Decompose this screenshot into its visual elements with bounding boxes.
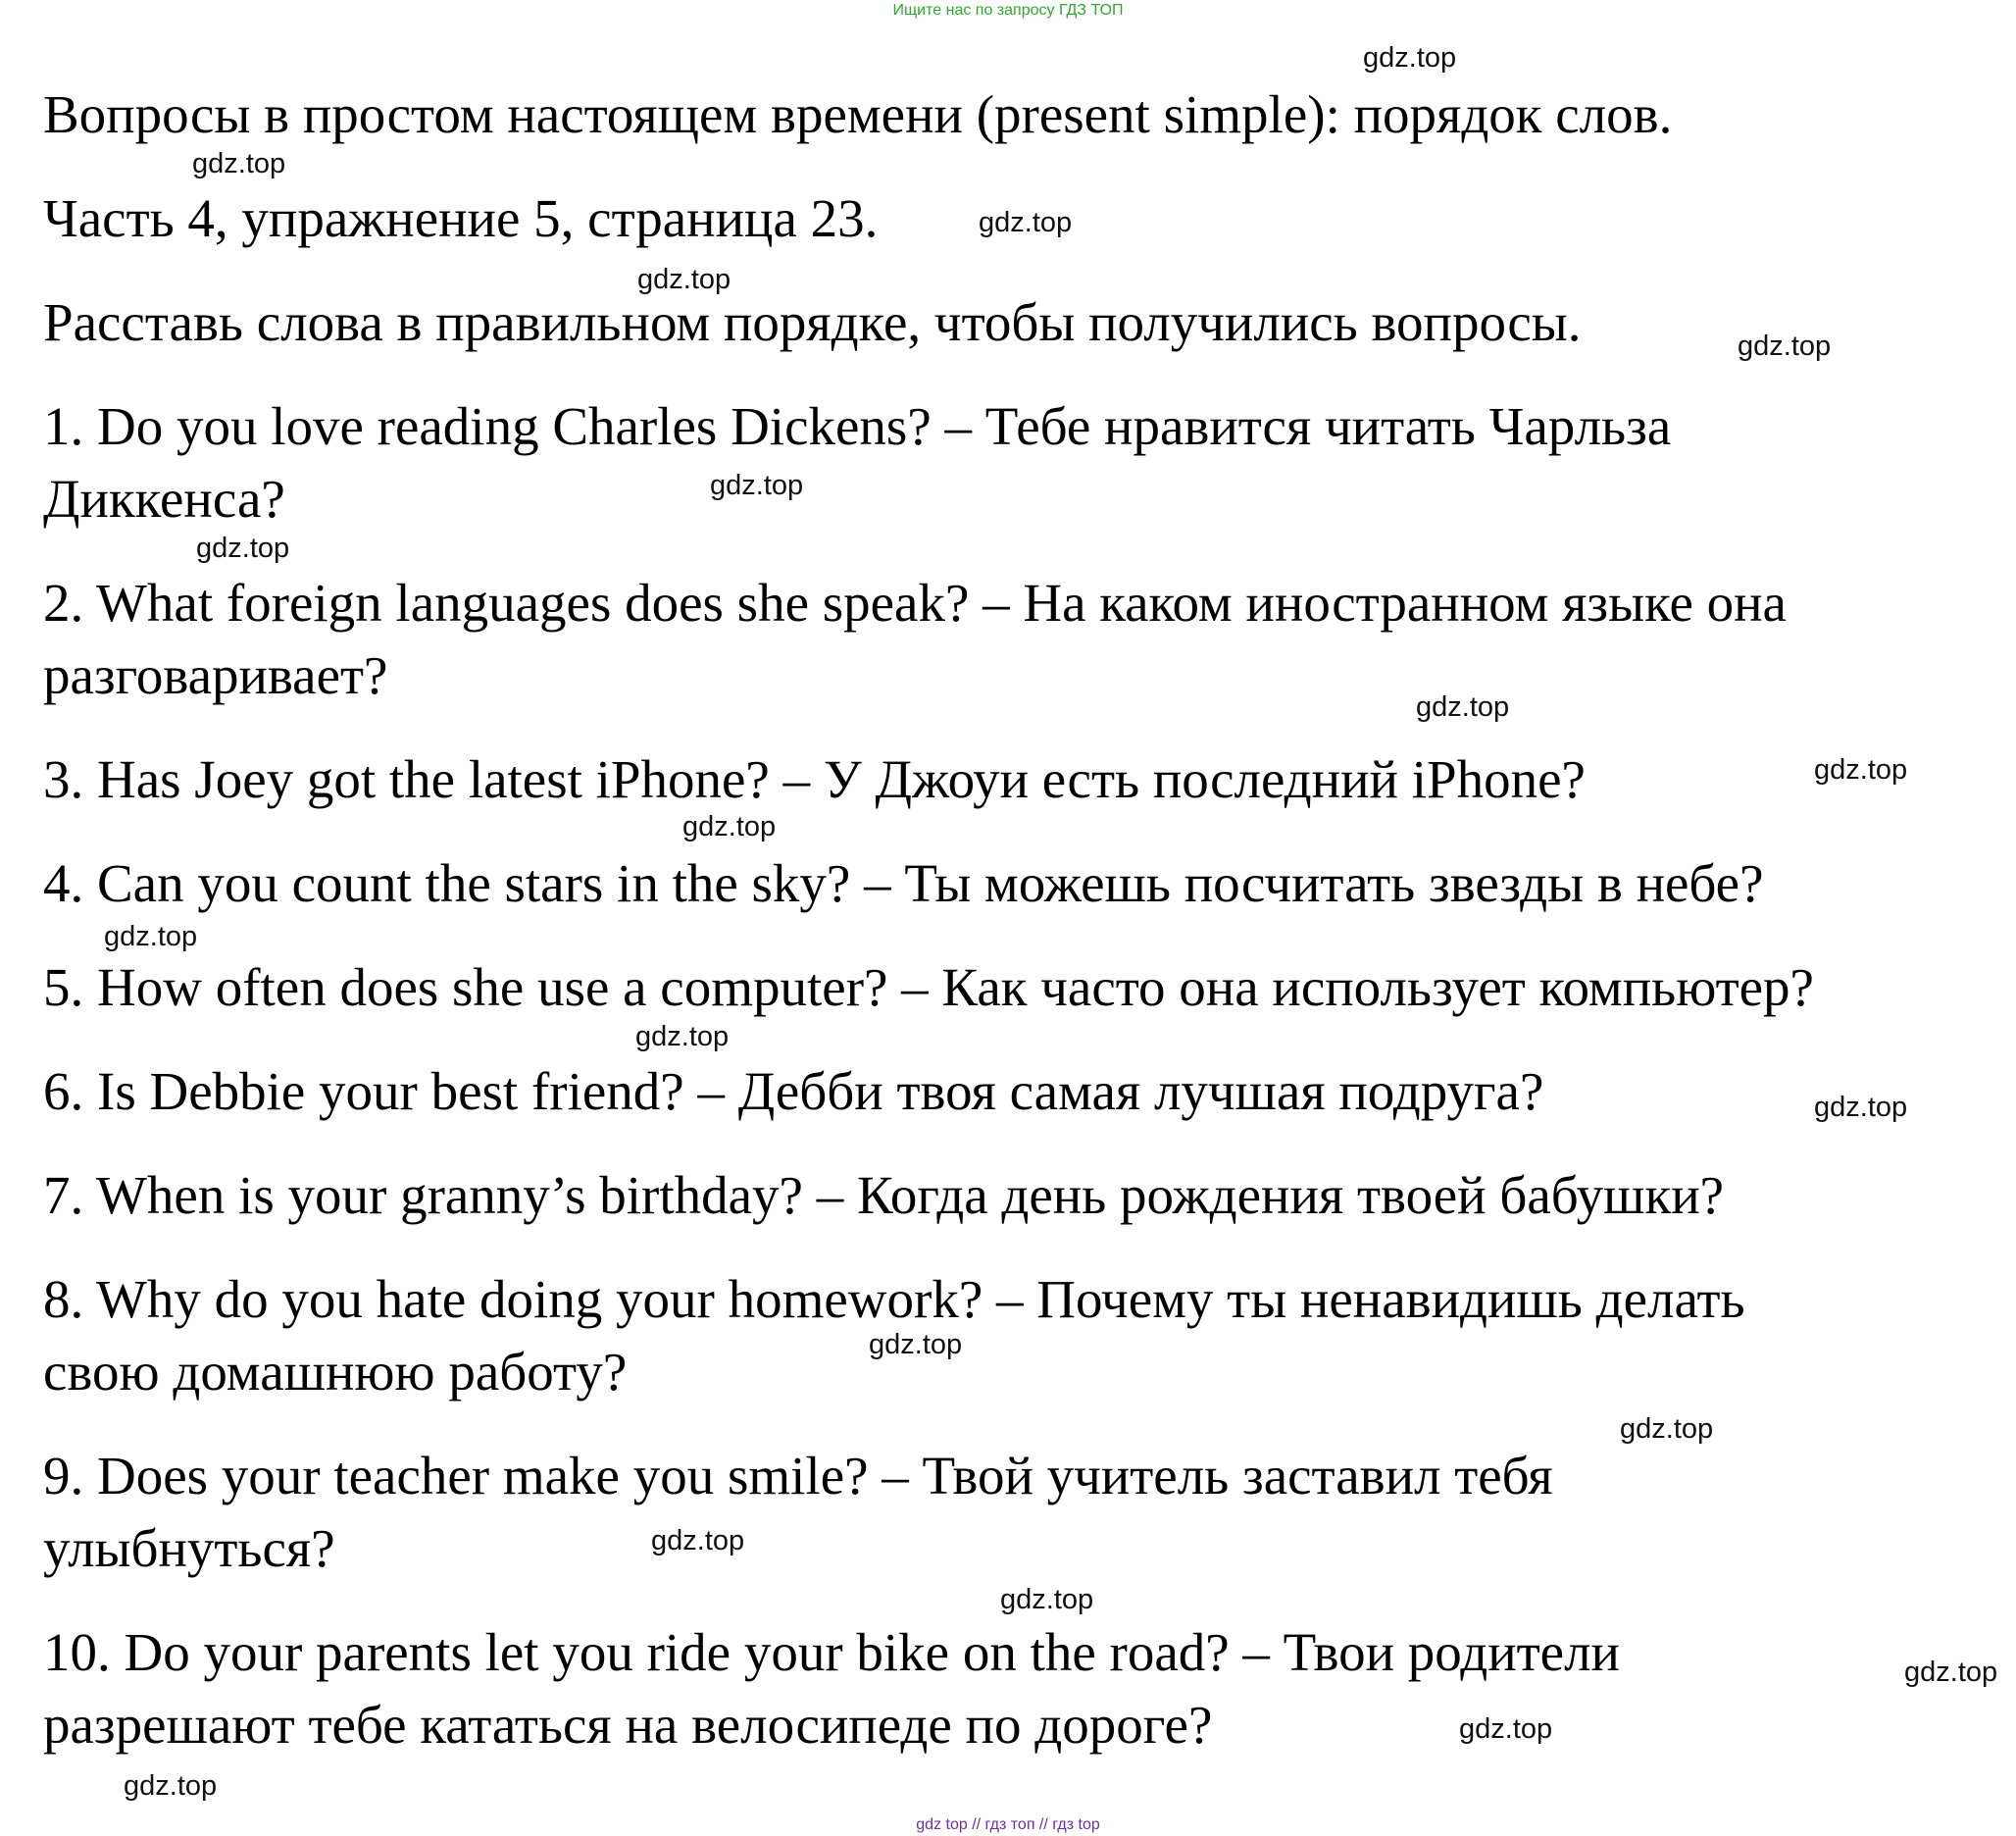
watermark: gdz.top — [1459, 1713, 1553, 1745]
answer-6: 6. Is Debbie your best friend? – Дебби твоя самая лучшая подруга? — [43, 1061, 1544, 1121]
answer-4: 4. Can you count the stars in the sky? – Ты можешь посчитать звезды в небе? — [43, 853, 1764, 913]
answer-7: 7. When is your granny’s birthday? – Когда день рождения твоей бабушки? — [43, 1165, 1725, 1225]
answer-1-line-2: Диккенса? — [43, 469, 285, 529]
answer-9-line-2: улыбнуться? — [43, 1518, 335, 1578]
answer-1-line-1: 1. Do you love reading Charles Dickens? – Тебе нравится читать Чарльза — [43, 396, 1672, 456]
answer-8-line-1: 8. Why do you hate doing your homework? – Почему ты ненавидишь делать — [43, 1269, 1745, 1329]
watermark: gdz.top — [1904, 1657, 1998, 1688]
watermark: gdz.top — [104, 921, 198, 952]
exercise-instruction: Расставь слова в правильном порядке, чтобы получились вопросы. — [43, 292, 1582, 352]
watermark: gdz.top — [637, 264, 731, 295]
watermark: gdz.top — [635, 1021, 730, 1052]
watermark: gdz.top — [1620, 1413, 1714, 1445]
watermark: gdz.top — [192, 148, 286, 179]
watermark: gdz.top — [682, 811, 777, 842]
watermark: gdz.top — [1416, 691, 1510, 723]
watermark: gdz.top — [124, 1770, 218, 1802]
page-title: Вопросы в простом настоящем времени (present simple): порядок слов. — [43, 84, 1673, 144]
watermark: gdz.top — [1814, 1092, 1908, 1123]
answer-9-line-1: 9. Does your teacher make you smile? – Твой учитель заставил тебя — [43, 1446, 1553, 1505]
answer-8-line-2: свою домашнюю работу? — [43, 1342, 628, 1402]
answer-2-line-1: 2. What foreign languages does she speak? – На каком иностранном языке она — [43, 573, 1787, 633]
watermark: gdz.top — [979, 207, 1073, 238]
watermark: gdz.top — [1363, 42, 1457, 74]
watermark: gdz.top — [710, 470, 804, 501]
answer-5: 5. How often does she use a computer? – Как часто она использует компьютер? — [43, 957, 1814, 1017]
bottom-banner: gdz top // гдз топ // гдз top — [916, 1816, 1100, 1833]
answer-2-line-2: разговаривает? — [43, 645, 388, 705]
watermark: gdz.top — [651, 1525, 745, 1556]
exercise-reference: Часть 4, упражнение 5, страница 23. — [43, 188, 879, 248]
top-banner: Ищите нас по запросу ГДЗ ТОП — [892, 2, 1124, 19]
answer-10-line-1: 10. Do your parents let you ride your bike on the road? – Твои родители — [43, 1622, 1620, 1682]
watermark: gdz.top — [869, 1329, 963, 1360]
watermark: gdz.top — [1814, 754, 1908, 786]
watermark: gdz.top — [1000, 1584, 1094, 1615]
watermark: gdz.top — [1738, 331, 1832, 362]
answer-3: 3. Has Joey got the latest iPhone? – У Джоуи есть последний iPhone? — [43, 749, 1586, 809]
answer-10-line-2: разрешают тебе кататься на велосипеде по дороге? — [43, 1695, 1213, 1755]
watermark: gdz.top — [196, 533, 290, 564]
